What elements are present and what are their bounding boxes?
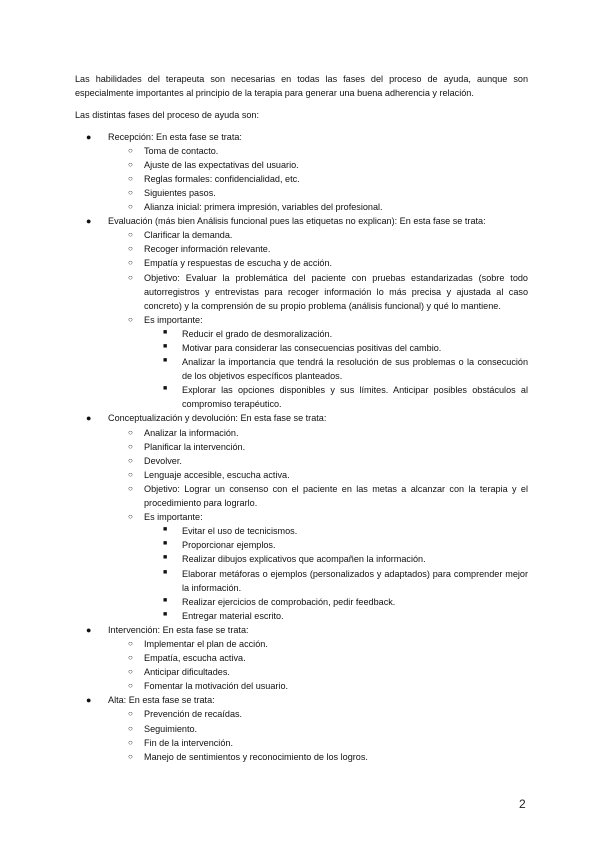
phase-items-list [108,426,528,623]
bullet-circle-icon: ○ [128,512,133,522]
important-list [144,524,528,623]
list-item-text: Recoger información relevante. [144,244,271,255]
list-item-text: Realizar ejercicios de comprobación, pedir feedback. [182,596,396,607]
bullet-square-icon: ■ [163,357,168,365]
bullet-circle-icon: ○ [128,272,133,282]
list-item [108,468,528,482]
list-item-text: Anticipar dificultades. [144,667,230,678]
bullet-square-icon: ■ [163,610,168,618]
phase-items-list [108,228,528,411]
bullet-square-icon: ■ [163,554,168,562]
list-item [108,510,528,623]
list-item [144,383,528,411]
bullet-circle-icon: ○ [128,159,133,169]
list-item [108,679,528,693]
phase-title: Conceptualización y devolución: En esta fase se trata: [108,413,327,424]
list-item [108,200,528,214]
phase-item [75,623,528,693]
list-item [108,426,528,440]
list-item-text: Empatía y respuestas de escucha y de acción. [144,258,333,269]
list-item [108,722,528,736]
bullet-circle-icon: ○ [128,314,133,324]
bullet-circle-icon: ○ [128,187,133,197]
bullet-circle-icon: ○ [128,145,133,155]
bullet-circle-icon: ○ [128,455,133,465]
list-item-text: Explorar las opciones disponibles y sus límites. Anticipar posibles obstáculos al compromiso terapéutico. [182,385,528,410]
bullet-circle-icon: ○ [128,653,133,663]
bullet-square-icon: ■ [163,328,168,336]
phase-items-list [108,707,528,763]
list-item-text: Reglas formales: confidencialidad, etc. [144,173,300,184]
list-item [108,228,528,242]
list-item-text: Empatía, escucha activa. [144,653,246,664]
list-item-text: Clarificar la demanda. [144,230,233,241]
intro-paragraph: Las habilidades del terapeuta son necesarias en todas las fases del proceso de ayuda, aunque son especialmente importantes al principio de la terapia para generar una buena adherencia y relación. [75,74,528,99]
bullet-circle-icon: ○ [128,737,133,747]
list-item-text: Ajuste de las expectativas del usuario. [144,159,299,170]
list-item [108,172,528,186]
phase-title: Recepción: En esta fase se trata: [108,131,242,142]
list-item [108,454,528,468]
bullet-circle-icon: ○ [128,441,133,451]
list-item [108,186,528,200]
list-item-text: Fomentar la motivación del usuario. [144,681,289,692]
phases-lead-in: Las distintas fases del proceso de ayuda son: [75,110,260,121]
list-item [108,637,528,651]
list-item [108,158,528,172]
bullet-disc-icon: ● [86,131,92,142]
bullet-circle-icon: ○ [128,667,133,677]
list-item [144,341,528,355]
bullet-square-icon: ■ [163,568,168,576]
list-item [108,242,528,256]
phase-title: Intervención: En esta fase se trata: [108,624,249,635]
bullet-circle-icon: ○ [128,258,133,268]
bullet-disc-icon: ● [86,624,92,635]
list-item-text: Analizar la importancia que tendrá la resolución de sus problemas o la consecución de los objetivos específicos planteados. [182,357,528,382]
important-list [144,327,528,412]
bullet-disc-icon: ● [86,216,92,227]
list-item [108,750,528,764]
bullet-square-icon: ■ [163,540,168,548]
list-item [144,538,528,552]
list-item-text: Objetivo: Lograr un consenso con el paciente en las metas a alcanzar con la terapia y el procedimiento para lograrlo. [144,483,528,509]
list-item [108,482,528,510]
bullet-circle-icon: ○ [128,244,133,254]
bullet-disc-icon: ● [86,413,92,424]
list-item [144,552,528,566]
list-item [144,595,528,609]
list-item [108,651,528,665]
phase-items-list [108,144,528,214]
list-item-text: Realizar dibujos explicativos que acompañen la información. [182,554,426,565]
list-item [108,144,528,158]
list-item [144,327,528,341]
phase-title: Alta: En esta fase se trata: [108,695,215,706]
list-item [144,524,528,538]
list-item-text: Evitar el uso de tecnicismos. [182,526,298,537]
list-item [108,271,528,313]
bullet-circle-icon: ○ [128,173,133,183]
list-item-text: Siguientes pasos. [144,187,216,198]
list-item [108,256,528,270]
bullet-circle-icon: ○ [128,709,133,719]
list-item [144,609,528,623]
bullet-circle-icon: ○ [128,638,133,648]
bullet-square-icon: ■ [163,526,168,534]
list-item-text: Elaborar metáforas o ejemplos (personalizados y adaptados) para comprender mejor la información. [182,568,528,593]
phase-title: Evaluación (más bien Análisis funcional pues las etiquetas no explican): En esta fase se trata: [108,216,486,227]
phase-item [75,130,528,215]
phase-items-list [108,637,528,693]
phase-item [75,411,528,622]
page-number: 2 [519,797,526,811]
page-content [75,72,528,764]
bullet-disc-icon: ● [86,695,92,706]
list-item [108,440,528,454]
list-item-text: Lenguaje accesible, escucha activa. [144,469,290,480]
list-item [108,313,528,412]
phase-item [75,693,528,763]
phases-list [75,130,528,764]
list-item-text: Fin de la intervención. [144,737,233,748]
list-item-text: Devolver. [144,455,182,466]
list-item-text: Proporcionar ejemplos. [182,540,276,551]
list-item [108,707,528,721]
bullet-square-icon: ■ [163,385,168,393]
bullet-circle-icon: ○ [128,427,133,437]
bullet-circle-icon: ○ [128,230,133,240]
list-item-text: Entregar material escrito. [182,610,284,621]
list-item-text: Reducir el grado de desmoralización. [182,328,333,339]
list-item-text: Motivar para considerar las consecuencias positivas del cambio. [182,343,442,354]
list-item [108,736,528,750]
bullet-circle-icon: ○ [128,723,133,733]
important-label: Es importante: [144,314,203,325]
list-item-text: Objetivo: Evaluar la problemática del paciente con pruebas estandarizadas (sobre todo autorregistros y entrevistas para recoger información lo más precisa y ajustada al caso concreto) y la comprensión de su propio problema (análisis funcional) y qué lo mantiene. [144,272,528,311]
list-item-text: Implementar el plan de acción. [144,638,268,649]
list-item-text: Planificar la intervención. [144,441,246,452]
list-item-text: Seguimiento. [144,723,198,734]
list-item-text: Alianza inicial: primera impresión, variables del profesional. [144,202,383,213]
important-label: Es importante: [144,512,203,523]
bullet-circle-icon: ○ [128,469,133,479]
list-item [144,355,528,383]
bullet-circle-icon: ○ [128,751,133,761]
bullet-circle-icon: ○ [128,202,133,212]
list-item-text: Manejo de sentimientos y reconocimiento de los logros. [144,751,368,762]
list-item [144,567,528,595]
phase-item [75,214,528,411]
bullet-square-icon: ■ [163,596,168,604]
bullet-circle-icon: ○ [128,483,133,493]
bullet-square-icon: ■ [163,343,168,351]
list-item [108,665,528,679]
bullet-circle-icon: ○ [128,681,133,691]
list-item-text: Analizar la información. [144,427,239,438]
list-item-text: Prevención de recaídas. [144,709,243,720]
list-item-text: Toma de contacto. [144,145,219,156]
